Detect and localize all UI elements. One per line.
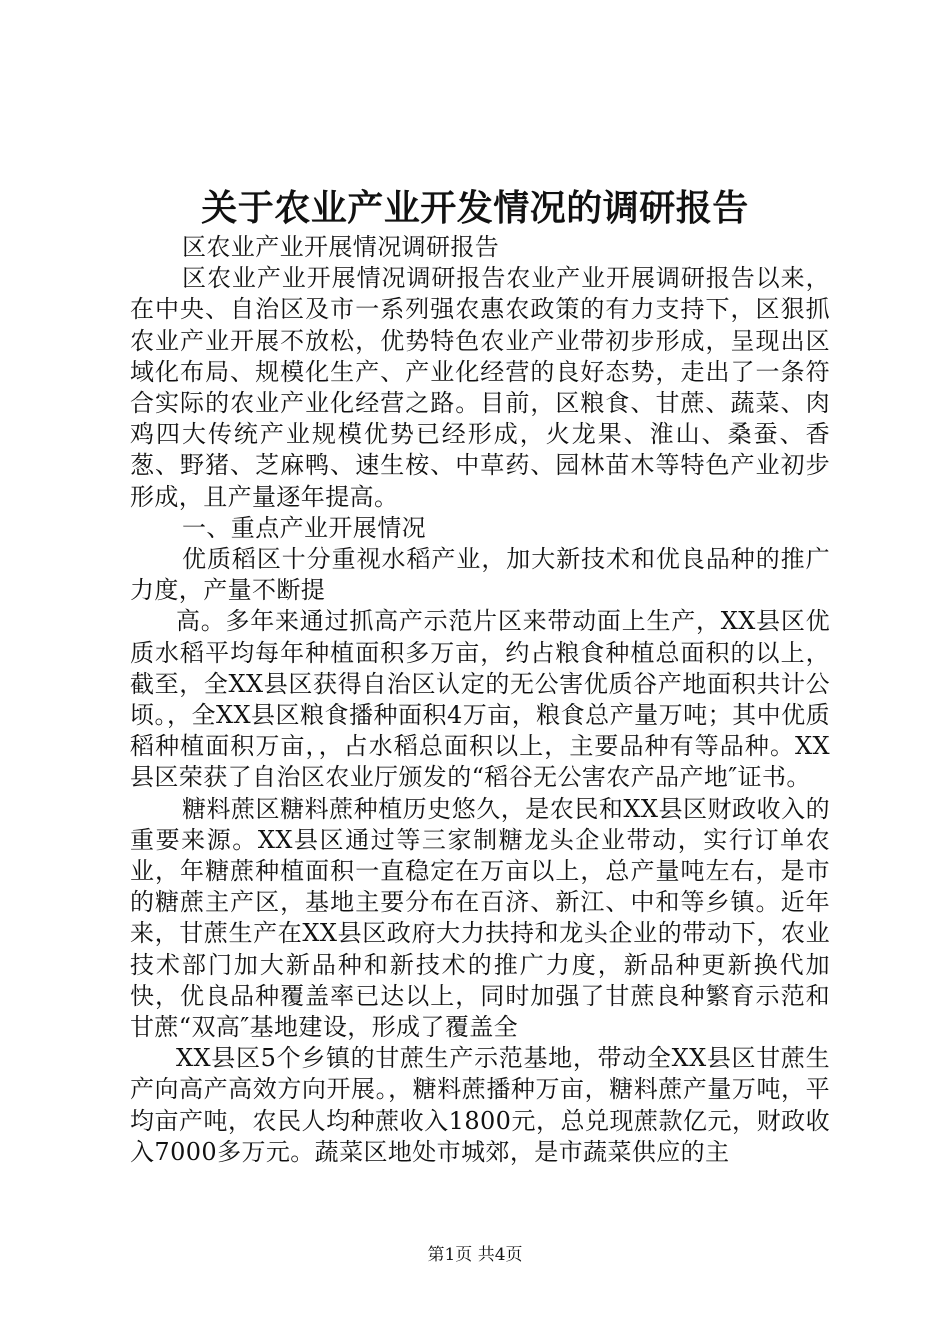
body-paragraph: 高。多年来通过抓高产示范片区来带动面上生产，XX县区优质水稻平均每年种植面积多万亩，约占粮食种植总面积的以上，截至，全XX县区获得自治区认定的无公害优质谷产地面积共计公顷。，全XX县区粮食播种面积4万亩，粮食总产量万吨；其中优质稻种植面积万亩，，占水稻总面积以上，主要品种有等品种。XX县区荣获了自治区农业厅颁发的“稻谷无公害农产品产地″证书。 <box>130 607 830 792</box>
body-paragraph: 区农业产业开展情况调研报告 <box>182 233 500 261</box>
body-paragraph: 糖料蔗区糖料蔗种植历史悠久，是农民和XX县区财政收入的重要来源。XX县区通过等三家制糖龙头企业带动，实行订单农业，年糖蔗种植面积一直稳定在万亩以上，总产量吨左右，是市的糖蔗主产区，基地主要分布在百济、新江、中和等乡镇。近年来，甘蔗生产在XX县区政府大力扶持和龙头企业的带动下，农业技术部门加大新品种和新技术的推广力度，新品种更新换代加快，优良品种覆盖率已达以上，同时加强了甘蔗良种繁育示范和甘蔗“双高″基地建设，形成了覆盖全 <box>130 794 830 1042</box>
document-title: 关于农业产业开发情况的调研报告 <box>201 187 749 229</box>
body-paragraph: 优质稻区十分重视水稻产业，加大新技术和优良品种的推广力度，产量不断提 <box>130 545 830 605</box>
section-heading: 一、重点产业开展情况 <box>182 513 426 542</box>
document-body <box>130 232 830 1168</box>
body-paragraph: XX县区5个乡镇的甘蔗生产示范基地，带动全XX县区甘蔗生产向高产高效方向开展。，糖料蔗播种万亩，糖料蔗产量万吨，平均亩产吨，农民人均种蔗收入1800元，总兑现蔗款亿元，财政收入7000多万元。蔬菜区地处市城郊，是市蔬菜供应的主 <box>130 1044 830 1166</box>
body-paragraph: 区农业产业开展情况调研报告农业产业开展调研报告以来，在中央、自治区及市一系列强农惠农政策的有力支持下，区狠抓农业产业开展不放松，优势特色农业产业带初步形成，呈现出区域化布局、规模化生产、产业化经营的良好态势，走出了一条符合实际的农业产业化经营之路。目前，区粮食、甘蔗、蔬菜、肉鸡四大传统产业规模优势已经形成，火龙果、淮山、桑蚕、香葱、野猪、芝麻鸭、速生桉、中草药、园林苗木等特色产业初步形成，且产量逐年提高。 <box>130 264 830 511</box>
page-footer: 第1页 共4页 <box>427 1245 523 1265</box>
